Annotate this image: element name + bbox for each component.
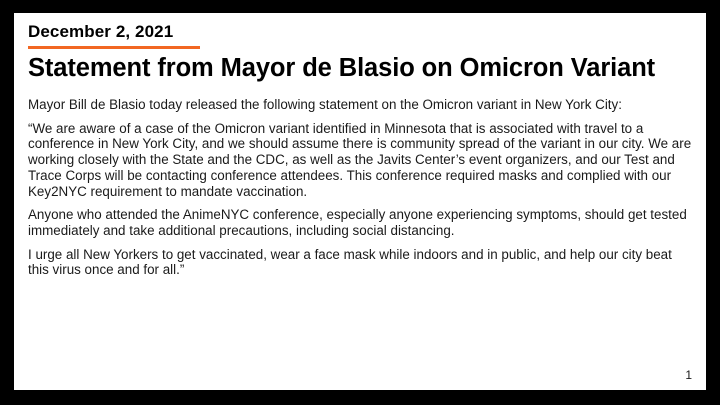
slide [14,13,706,390]
statement-body [28,97,696,286]
page-title: Statement from Mayor de Blasio on Omicron Variant [28,54,656,82]
statement-date: December 2, 2021 [28,22,174,41]
paragraph-quote-3: I urge all New Yorkers to get vaccinated, wear a face mask while indoors and in public, and help our city beat this virus once and for all.” [28,246,672,278]
paragraph-quote-1: “We are aware of a case of the Omicron variant identified in Minnesota that is associated with travel to a conference in New York City, and we should assume there is community spread of the variant in our city. We are working closely with the State and the CDC, as well as the Javits Center’s event organizers, and our Test and Trace Corps will be contacting conference attendees. This conference required masks and complied with our Key2NYC requirement to mandate vaccination. [28,120,692,199]
page-number: 1 [685,368,692,382]
paragraph-intro: Mayor Bill de Blasio today released the following statement on the Omicron variant in New York City: [28,97,622,112]
accent-underline [28,46,200,49]
paragraph-quote-2: Anyone who attended the AnimeNYC conference, especially anyone experiencing symptoms, should get tested immediately and take additional precautions, including social distancing. [28,207,687,238]
